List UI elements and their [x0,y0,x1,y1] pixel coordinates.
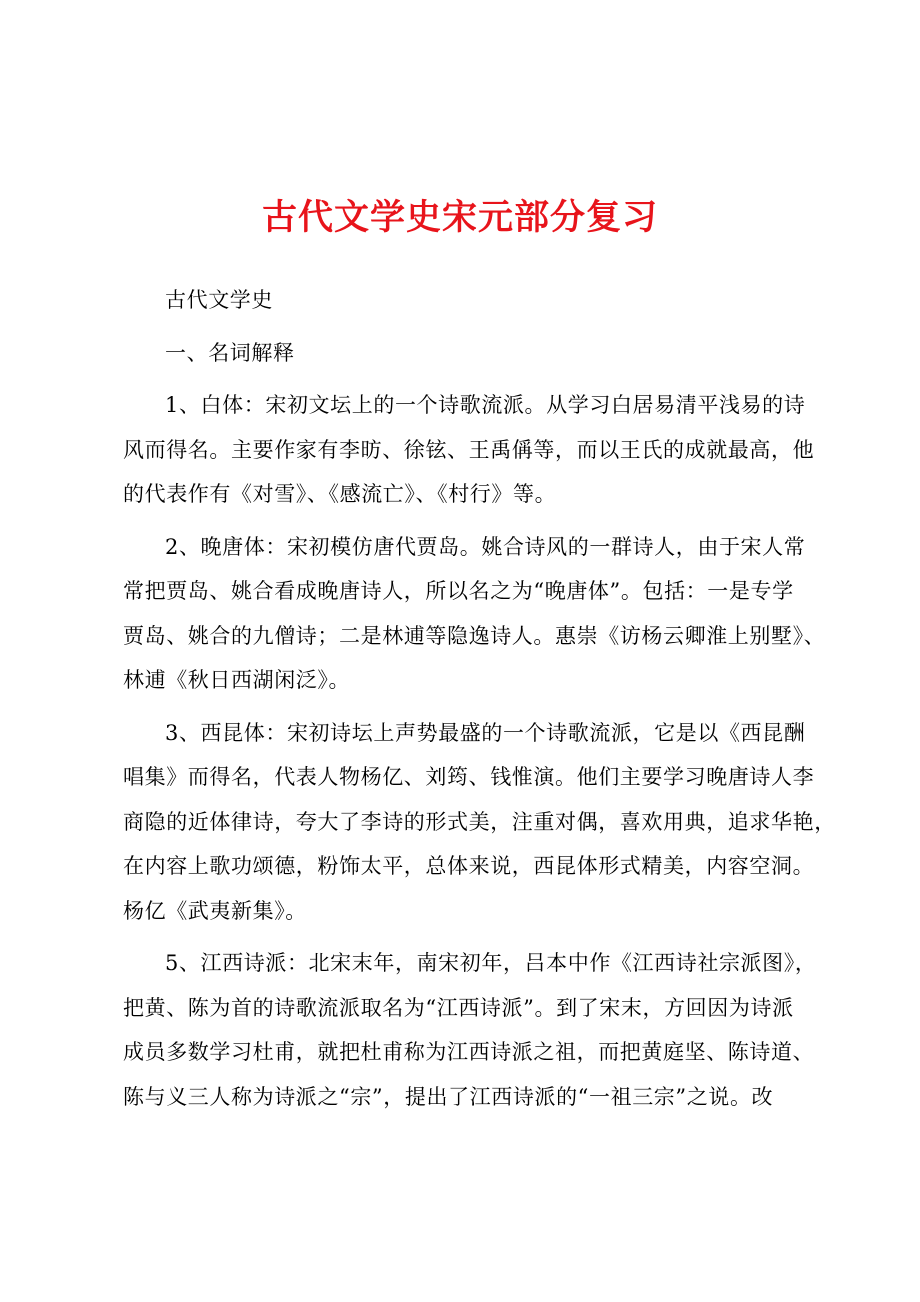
text-line: 1、白体：宋初文坛上的一个诗歌流派。从学习白居易清平浅易的诗 [165,393,806,417]
text-line: 3、西昆体：宋初诗坛上声势最盛的一个诗歌流派，它是以《西昆酬 [165,720,806,745]
paragraph-item-1 [123,383,815,517]
text-line: 2、晚唐体：宋初模仿唐代贾岛。姚合诗风的一群诗人，由于宋人常 [165,534,806,559]
text-line: 陈与义三人称为诗派之“宗”，提出了江西诗派的“一祖三宗”之说。改 [123,1084,774,1109]
paragraph-item-3 [123,711,836,934]
text-line: 风而得名。主要作家有李昉、徐铉、王禹偁等，而以王氏的成就最高，他 [123,437,815,462]
paragraph-section-heading [123,331,803,376]
text-line: 贾岛、姚合的九僧诗；二是林逋等隐逸诗人。惠崇《访杨云卿淮上别墅》、 [123,623,826,648]
text-line: 唱集》而得名，代表人物杨亿、刘筠、钱惟演。他们主要学习晚唐诗人李 [123,765,815,789]
text-line: 的代表作有《对雪》、《感流亡》、《村行》等。 [123,482,557,506]
text-line: 成员多数学习杜甫，就把杜甫称为江西诗派之祖，而把黄庭坚、陈诗道、 [123,1040,815,1064]
paragraph-item-2 [123,525,826,703]
text-line: 把黄、陈为首的诗歌流派取名为“江西诗派”。到了宋末，方回因为诗派 [123,995,794,1020]
text-line: 一、名词解释 [165,340,295,365]
text-line: 5、江西诗派：北宋末年，南宋初年，吕本中作《江西诗社宗派图》， [165,951,817,975]
text-line: 在内容上歌功颂德，粉饰太平，总体来说，西昆体形式精美，内容空洞。 [123,854,815,878]
paragraph-subtitle [123,278,803,323]
text-line: 常把贾岛、姚合看成晚唐诗人，所以名之为“晚唐体”。包括：一是专学 [123,579,794,603]
paragraph-item-5 [123,941,817,1119]
text-line: 林逋《秋日西湖闲泛》。 [123,668,351,692]
document-body [123,278,836,1127]
text-line: 古代文学史 [165,288,273,312]
document-title: 古代文学史宋元部分复习 [261,197,658,238]
text-line: 商隐的近体律诗，夸大了李诗的形式美，注重对偶，喜欢用典，追求华艳， [123,809,836,834]
text-line: 杨亿《武夷新集》。 [123,898,307,923]
